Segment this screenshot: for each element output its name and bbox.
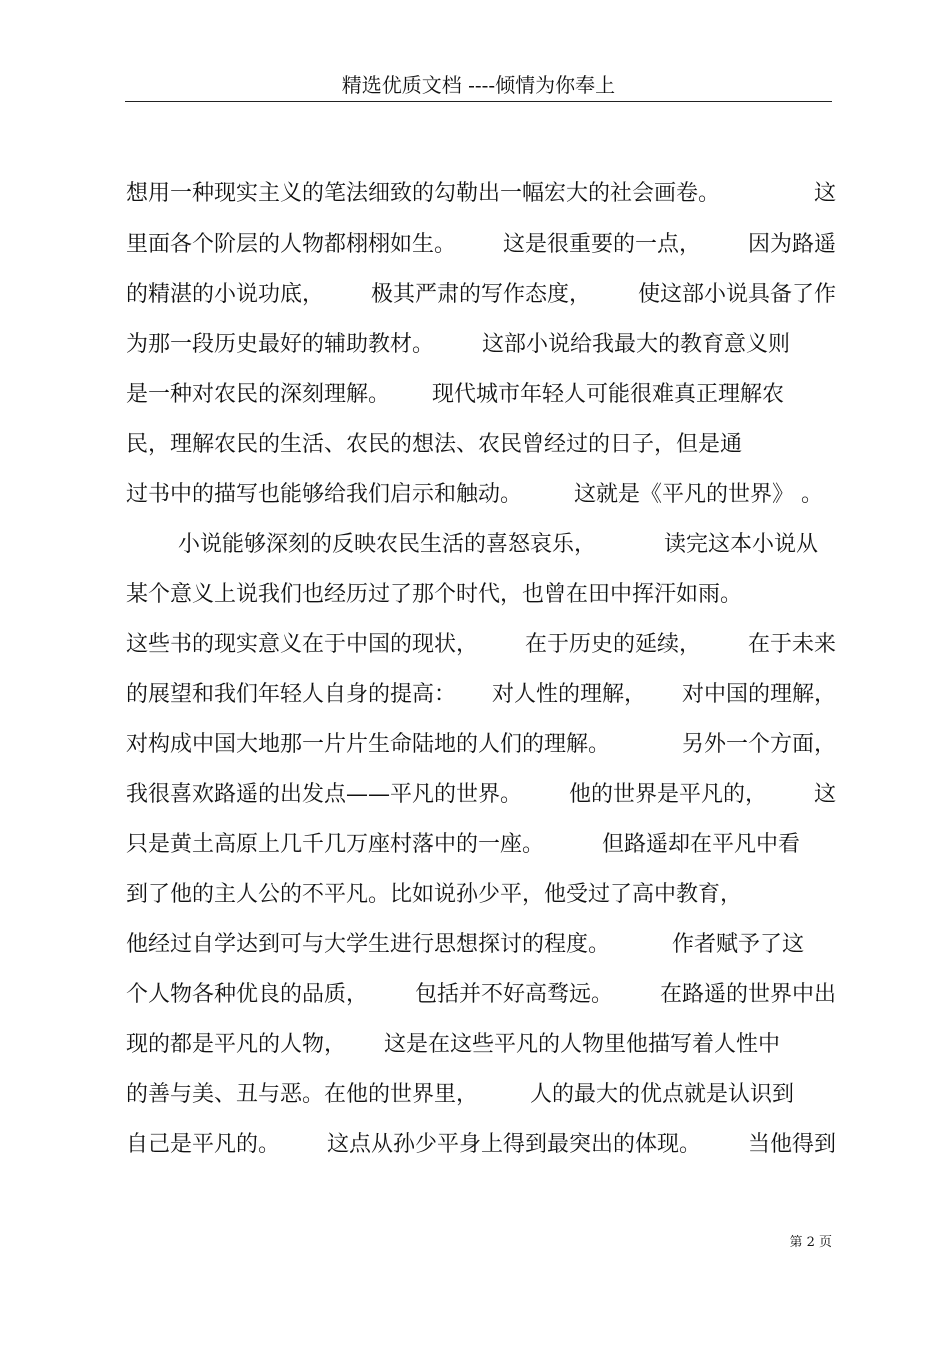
text-segment: 为那一段历史最好的辅助教材。 bbox=[126, 332, 435, 357]
text-segment: 对人性的理解， bbox=[491, 682, 646, 707]
page-number: 第 2 页 bbox=[789, 1235, 832, 1250]
text-segment: 自己是平凡的。 bbox=[126, 1132, 281, 1157]
text-segment: 小说能够深刻的反映农民生活的喜怒哀乐， bbox=[178, 532, 597, 557]
text-segment: 现代城市年轻人可能很难真正理解农 bbox=[432, 382, 785, 407]
text-segment: 极其严肃的写作态度， bbox=[370, 282, 591, 307]
paragraph-line bbox=[126, 928, 836, 962]
paragraph-line bbox=[126, 177, 836, 211]
text-segment: 的展望和我们年轻人自身的提高： bbox=[126, 682, 457, 707]
paragraph-line bbox=[126, 878, 836, 912]
paragraph-line bbox=[126, 578, 836, 612]
text-segment: 过书中的描写也能够给我们启示和触动。 bbox=[126, 482, 523, 507]
paragraph-line bbox=[126, 828, 836, 862]
text-segment: 这 bbox=[813, 181, 836, 206]
header-divider bbox=[125, 101, 832, 102]
text-segment: 这就是《平凡的世界》 。 bbox=[574, 482, 824, 507]
paragraph-line bbox=[126, 328, 836, 362]
paragraph-line bbox=[126, 678, 836, 712]
text-segment: 人的最大的优点就是认识到 bbox=[530, 1082, 795, 1107]
text-segment: 但路遥却在平凡中看 bbox=[602, 832, 801, 857]
text-segment: 使这部小说具备了作 bbox=[637, 282, 836, 307]
text-segment: 这是很重要的一点， bbox=[502, 232, 701, 257]
text-segment: 包括并不好高骛远。 bbox=[414, 982, 613, 1007]
text-segment: 他经过自学达到可与大学生进行思想探讨的程度。 bbox=[126, 932, 611, 957]
text-segment: 现的都是平凡的人物， bbox=[126, 1032, 347, 1057]
paragraph-line bbox=[126, 228, 836, 262]
paragraph-line bbox=[126, 1078, 836, 1112]
text-segment: 在于历史的延续， bbox=[524, 632, 701, 657]
paragraph-line bbox=[126, 978, 836, 1012]
text-segment: 的善与美、丑与恶。在他的世界里， bbox=[126, 1082, 479, 1107]
paragraph-line bbox=[126, 778, 836, 812]
page-header-title: 精选优质文档 ----倾情为你奉上 bbox=[341, 73, 616, 97]
text-segment: 另外一个方面， bbox=[681, 732, 836, 757]
text-segment: 当他得到 bbox=[747, 1132, 836, 1157]
text-segment: 这点从孙少平身上得到最突出的体现。 bbox=[326, 1132, 701, 1157]
text-segment: 读完这本小说从 bbox=[663, 532, 818, 557]
text-segment: 对中国的理解， bbox=[681, 682, 836, 707]
text-segment: 对构成中国大地那一片片生命陆地的人们的理解。 bbox=[126, 732, 611, 757]
text-segment: 在于未来 bbox=[747, 632, 836, 657]
paragraph-line bbox=[126, 1028, 836, 1062]
text-segment: 这部小说给我最大的教育意义则 bbox=[482, 332, 791, 357]
text-segment: 这些书的现实意义在于中国的现状， bbox=[126, 632, 479, 657]
paragraph-line bbox=[126, 728, 836, 762]
paragraph-line bbox=[178, 528, 818, 562]
text-segment: 是一种对农民的深刻理解。 bbox=[126, 382, 391, 407]
text-segment: 里面各个阶层的人物都栩栩如生。 bbox=[126, 232, 457, 257]
text-segment: 这是在这些平凡的人物里他描写着人性中 bbox=[384, 1032, 781, 1057]
paragraph-line bbox=[126, 428, 836, 462]
text-segment: 想用一种现实主义的笔法细致的勾勒出一幅宏大的社会画卷。 bbox=[126, 181, 721, 206]
text-segment: 民，理解农民的生活、农民的想法、农民曾经过的日子，但是通 bbox=[126, 432, 743, 457]
paragraph-line bbox=[126, 278, 836, 312]
text-segment: 他的世界是平凡的， bbox=[568, 782, 767, 807]
text-segment: 作者赋予了这 bbox=[672, 932, 805, 957]
paragraph-line bbox=[126, 378, 836, 412]
text-segment: 某个意义上说我们也经历过了那个时代，也曾在田中挥汗如雨。 bbox=[126, 582, 743, 607]
text-segment: 到了他的主人公的不平凡。比如说孙少平，他受过了高中教育， bbox=[126, 882, 743, 907]
text-segment: 我很喜欢路遥的出发点——平凡的世界。 bbox=[126, 782, 523, 807]
text-segment: 在路遥的世界中出 bbox=[659, 982, 836, 1007]
text-segment: 的精湛的小说功底， bbox=[126, 282, 325, 307]
paragraph-line bbox=[126, 478, 836, 512]
text-segment: 这 bbox=[813, 782, 836, 807]
text-segment: 个人物各种优良的品质， bbox=[126, 982, 369, 1007]
paragraph-line bbox=[126, 1128, 836, 1162]
paragraph-line bbox=[126, 628, 836, 662]
text-segment: 只是黄土高原上几千几万座村落中的一座。 bbox=[126, 832, 545, 857]
text-segment: 因为路遥 bbox=[747, 232, 836, 257]
